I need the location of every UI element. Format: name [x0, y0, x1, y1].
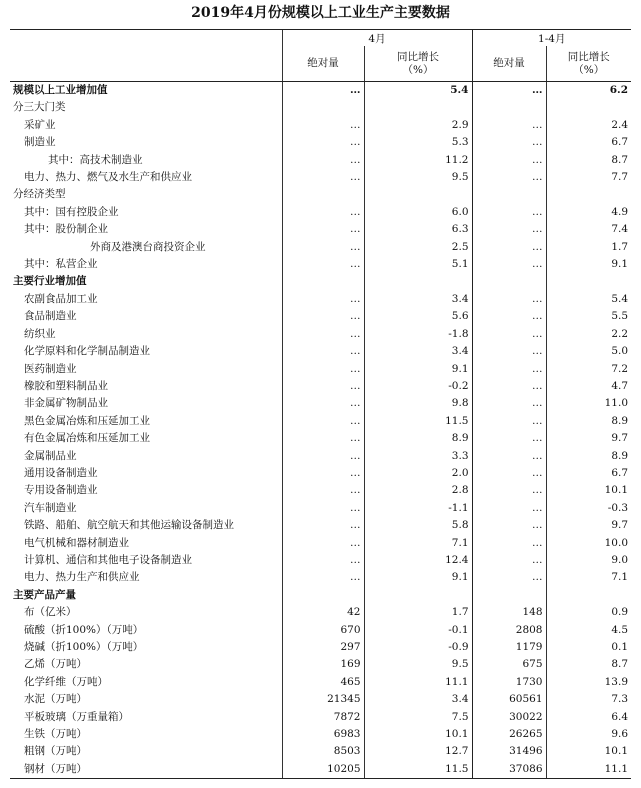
yoy-jan-apr: 7.1 — [546, 569, 631, 586]
yoy-jan-apr: 6.4 — [546, 709, 631, 726]
yoy-april: 5.4 — [364, 82, 472, 100]
yoy-april: 2.5 — [364, 239, 472, 256]
yoy-jan-apr: 9.7 — [546, 430, 631, 447]
table-row — [10, 99, 631, 116]
header-abs-1: 绝对量 — [282, 46, 364, 82]
yoy-jan-apr: 10.1 — [546, 743, 631, 760]
table-row — [10, 308, 631, 325]
abs-jan-apr: … — [472, 552, 546, 569]
yoy-jan-apr: 0.9 — [546, 604, 631, 621]
row-label: 生铁（万吨） — [24, 728, 87, 741]
abs-april: 465 — [282, 674, 364, 691]
yoy-jan-apr: 9.1 — [546, 256, 631, 273]
table-row — [10, 134, 631, 151]
yoy-april: 1.7 — [364, 604, 472, 621]
yoy-jan-apr: 1.7 — [546, 239, 631, 256]
abs-jan-apr: … — [472, 465, 546, 482]
abs-april: … — [282, 256, 364, 273]
abs-jan-apr: … — [472, 134, 546, 151]
abs-jan-apr: … — [472, 395, 546, 412]
abs-jan-apr: 148 — [472, 604, 546, 621]
yoy-jan-apr: 4.5 — [546, 622, 631, 639]
yoy-jan-apr: 7.7 — [546, 169, 631, 186]
row-label: 专用设备制造业 — [24, 484, 98, 497]
abs-jan-apr: … — [472, 500, 546, 517]
table-row — [10, 82, 631, 100]
table-row — [10, 343, 631, 360]
row-label: 纺织业 — [24, 327, 56, 340]
abs-jan-apr: … — [472, 482, 546, 499]
abs-jan-apr: … — [472, 326, 546, 343]
abs-april — [282, 587, 364, 604]
table-row — [10, 256, 631, 273]
yoy-april: 3.3 — [364, 448, 472, 465]
yoy-april: 3.4 — [364, 343, 472, 360]
yoy-jan-apr: 0.1 — [546, 639, 631, 656]
abs-april: 7872 — [282, 709, 364, 726]
abs-april: … — [282, 169, 364, 186]
yoy-april: -1.1 — [364, 500, 472, 517]
row-label: 烧碱（折100%）（万吨） — [24, 641, 144, 653]
row-label: 医药制造业 — [24, 362, 77, 375]
table-row — [10, 117, 631, 134]
abs-april: 169 — [282, 656, 364, 673]
abs-jan-apr: … — [472, 239, 546, 256]
yoy-jan-apr: 6.2 — [546, 82, 631, 100]
table-row — [10, 186, 631, 203]
abs-jan-apr — [472, 99, 546, 116]
abs-april: 21345 — [282, 691, 364, 708]
abs-jan-apr: 1730 — [472, 674, 546, 691]
table-row — [10, 674, 631, 691]
row-label: 农副食品加工业 — [24, 292, 98, 305]
table-row — [10, 361, 631, 378]
abs-jan-apr: … — [472, 413, 546, 430]
header-abs-2: 绝对量 — [472, 46, 546, 82]
abs-april: … — [282, 326, 364, 343]
yoy-jan-apr: 10.0 — [546, 535, 631, 552]
abs-april: … — [282, 343, 364, 360]
table-row — [10, 378, 631, 395]
yoy-april: 9.1 — [364, 569, 472, 586]
yoy-april: 5.6 — [364, 308, 472, 325]
yoy-jan-apr: 7.3 — [546, 691, 631, 708]
row-label: 金属制品业 — [24, 449, 77, 462]
abs-april: … — [282, 552, 364, 569]
table-row — [10, 587, 631, 604]
table-row — [10, 326, 631, 343]
row-label: 制造业 — [24, 136, 56, 149]
header-blank — [10, 30, 282, 47]
row-label: 平板玻璃（万重量箱） — [24, 710, 129, 723]
row-label: 其中：高技术制造业 — [48, 153, 143, 166]
abs-april: … — [282, 82, 364, 100]
row-label: 分三大门类 — [13, 101, 66, 114]
header-period-april: 4月 — [282, 30, 472, 47]
yoy-april: 7.1 — [364, 535, 472, 552]
abs-jan-apr: 675 — [472, 656, 546, 673]
data-table — [10, 29, 631, 779]
abs-april: … — [282, 448, 364, 465]
row-label: 电力、热力生产和供应业 — [24, 571, 140, 584]
header-yoy-1: 同比增长 （%） — [364, 46, 472, 82]
header-period-jan-apr: 1-4月 — [472, 30, 631, 47]
abs-april: … — [282, 378, 364, 395]
abs-jan-apr: … — [472, 204, 546, 221]
yoy-april: -1.8 — [364, 326, 472, 343]
abs-april: … — [282, 430, 364, 447]
row-label: 非金属矿物制品业 — [24, 397, 108, 410]
abs-jan-apr: 30022 — [472, 709, 546, 726]
abs-jan-apr: … — [472, 361, 546, 378]
abs-jan-apr: … — [472, 308, 546, 325]
yoy-april — [364, 587, 472, 604]
table-row — [10, 517, 631, 534]
yoy-april: 5.3 — [364, 134, 472, 151]
table-row — [10, 465, 631, 482]
yoy-april — [364, 186, 472, 203]
yoy-april: 8.9 — [364, 430, 472, 447]
table-row — [10, 743, 631, 760]
abs-jan-apr: … — [472, 430, 546, 447]
yoy-jan-apr: 2.4 — [546, 117, 631, 134]
abs-april: 10205 — [282, 761, 364, 779]
abs-april: … — [282, 204, 364, 221]
row-label: 铁路、船舶、航空航天和其他运输设备制造业 — [24, 519, 234, 532]
row-label: 钢材（万吨） — [10, 761, 282, 779]
yoy-jan-apr: 9.6 — [546, 726, 631, 743]
row-label: 乙烯（万吨） — [24, 658, 87, 671]
abs-april — [282, 186, 364, 203]
row-label: 有色金属冶炼和压延加工业 — [24, 432, 150, 445]
table-row — [10, 691, 631, 708]
yoy-april: 9.5 — [364, 169, 472, 186]
table-row — [10, 656, 631, 673]
table-row — [10, 639, 631, 656]
abs-jan-apr: … — [472, 169, 546, 186]
yoy-april: 2.8 — [364, 482, 472, 499]
header-blank-2 — [10, 46, 282, 82]
table-row — [10, 552, 631, 569]
abs-april: … — [282, 308, 364, 325]
abs-april: … — [282, 395, 364, 412]
abs-jan-apr: … — [472, 517, 546, 534]
yoy-jan-apr — [546, 186, 631, 203]
abs-april: … — [282, 291, 364, 308]
abs-april: … — [282, 361, 364, 378]
yoy-april: 11.5 — [364, 413, 472, 430]
abs-jan-apr: 60561 — [472, 691, 546, 708]
row-label: 粗钢（万吨） — [24, 745, 87, 758]
yoy-jan-apr: 10.1 — [546, 482, 631, 499]
table-row — [10, 413, 631, 430]
row-label: 计算机、通信和其他电子设备制造业 — [24, 553, 192, 566]
yoy-jan-apr: 5.4 — [546, 291, 631, 308]
yoy-april — [364, 99, 472, 116]
table-row — [10, 152, 631, 169]
yoy-jan-apr — [546, 587, 631, 604]
abs-april: … — [282, 569, 364, 586]
yoy-jan-apr: 7.4 — [546, 221, 631, 238]
row-label: 其中：国有控股企业 — [24, 205, 119, 218]
abs-april: 8503 — [282, 743, 364, 760]
yoy-jan-apr: 9.0 — [546, 552, 631, 569]
row-label: 外商及港澳台商投资企业 — [90, 240, 206, 253]
row-label: 黑色金属冶炼和压延加工业 — [24, 414, 150, 427]
table-row — [10, 291, 631, 308]
abs-april: … — [282, 134, 364, 151]
abs-jan-apr: 2808 — [472, 622, 546, 639]
abs-april: … — [282, 482, 364, 499]
yoy-jan-apr: 6.7 — [546, 134, 631, 151]
yoy-april: -0.1 — [364, 622, 472, 639]
yoy-jan-apr: 4.7 — [546, 378, 631, 395]
yoy-april: 3.4 — [364, 291, 472, 308]
yoy-jan-apr: 8.7 — [546, 656, 631, 673]
yoy-april: 11.1 — [364, 674, 472, 691]
yoy-april: 11.2 — [364, 152, 472, 169]
yoy-april: 9.1 — [364, 361, 472, 378]
yoy-jan-apr: 8.9 — [546, 413, 631, 430]
abs-jan-apr: 31496 — [472, 743, 546, 760]
row-label: 食品制造业 — [24, 310, 77, 323]
page-title: 2019年4月份规模以上工业生产主要数据 — [191, 5, 450, 21]
abs-jan-apr: … — [472, 535, 546, 552]
abs-jan-apr: … — [472, 343, 546, 360]
table-row — [10, 221, 631, 238]
yoy-april: -0.9 — [364, 639, 472, 656]
yoy-april: 9.8 — [364, 395, 472, 412]
yoy-april: 5.1 — [364, 256, 472, 273]
row-label: 分经济类型 — [13, 188, 66, 201]
abs-april — [282, 99, 364, 116]
abs-jan-apr: 26265 — [472, 726, 546, 743]
yoy-jan-apr: 9.7 — [546, 517, 631, 534]
row-label: 电力、热力、燃气及水生产和供应业 — [24, 171, 192, 184]
yoy-jan-apr: 4.9 — [546, 204, 631, 221]
table-row — [10, 204, 631, 221]
row-label: 其中：股份制企业 — [24, 223, 108, 236]
yoy-jan-apr — [546, 99, 631, 116]
table-row — [10, 395, 631, 412]
abs-april: 297 — [282, 639, 364, 656]
yoy-jan-apr: 11.0 — [546, 395, 631, 412]
yoy-jan-apr: 7.2 — [546, 361, 631, 378]
yoy-jan-apr: 8.9 — [546, 448, 631, 465]
row-label: 电气机械和器材制造业 — [24, 536, 129, 549]
abs-jan-apr: … — [472, 291, 546, 308]
header-yoy-2: 同比增长 （%） — [546, 46, 631, 82]
yoy-april: 7.5 — [364, 709, 472, 726]
row-label: 化学纤维（万吨） — [24, 675, 108, 688]
yoy-jan-apr: -0.3 — [546, 500, 631, 517]
yoy-jan-apr: 6.7 — [546, 465, 631, 482]
abs-april: … — [282, 221, 364, 238]
yoy-jan-apr: 2.2 — [546, 326, 631, 343]
yoy-april: 12.4 — [364, 552, 472, 569]
yoy-jan-apr: 5.0 — [546, 343, 631, 360]
abs-jan-apr: … — [472, 256, 546, 273]
table-row — [10, 726, 631, 743]
yoy-april: 12.7 — [364, 743, 472, 760]
table-row — [10, 169, 631, 186]
table-row — [10, 273, 631, 290]
abs-jan-apr: … — [472, 378, 546, 395]
table-row — [10, 500, 631, 517]
abs-april: … — [282, 152, 364, 169]
abs-april: 6983 — [282, 726, 364, 743]
row-label: 其中：私营企业 — [24, 258, 98, 271]
yoy-april: 10.1 — [364, 726, 472, 743]
yoy-april: -0.2 — [364, 378, 472, 395]
abs-april: 670 — [282, 622, 364, 639]
abs-april — [282, 273, 364, 290]
abs-jan-apr — [472, 273, 546, 290]
abs-jan-apr: 1179 — [472, 639, 546, 656]
table-row — [10, 535, 631, 552]
row-label: 水泥（万吨） — [24, 693, 87, 706]
table-row — [10, 448, 631, 465]
abs-april: … — [282, 465, 364, 482]
yoy-april: 3.4 — [364, 691, 472, 708]
yoy-april: 6.0 — [364, 204, 472, 221]
table-row — [10, 761, 631, 779]
row-label: 布（亿米） — [24, 606, 77, 619]
yoy-jan-apr: 5.5 — [546, 308, 631, 325]
yoy-april: 9.5 — [364, 656, 472, 673]
row-label: 硫酸（折100%）（万吨） — [24, 623, 144, 636]
abs-jan-apr: … — [472, 448, 546, 465]
row-label: 汽车制造业 — [24, 501, 77, 514]
abs-jan-apr — [472, 587, 546, 604]
abs-jan-apr — [472, 186, 546, 203]
yoy-april: 2.0 — [364, 465, 472, 482]
row-label: 化学原料和化学制品制造业 — [24, 345, 150, 358]
table-row — [10, 622, 631, 639]
abs-jan-apr: … — [472, 117, 546, 134]
row-label: 通用设备制造业 — [24, 466, 98, 479]
row-label: 采矿业 — [24, 118, 56, 131]
abs-april: … — [282, 500, 364, 517]
abs-jan-apr: … — [472, 569, 546, 586]
yoy-jan-apr: 13.9 — [546, 674, 631, 691]
abs-jan-apr: … — [472, 82, 546, 100]
table-row — [10, 569, 631, 586]
abs-april: … — [282, 535, 364, 552]
row-label: 规模以上工业增加值 — [13, 84, 108, 96]
abs-april: … — [282, 117, 364, 134]
abs-april: … — [282, 517, 364, 534]
yoy-jan-apr: 8.7 — [546, 152, 631, 169]
row-label: 主要行业增加值 — [13, 275, 87, 288]
table-row — [10, 604, 631, 621]
yoy-april: 2.9 — [364, 117, 472, 134]
abs-jan-apr: … — [472, 221, 546, 238]
table-row — [10, 482, 631, 499]
table-row — [10, 430, 631, 447]
yoy-april: 5.8 — [364, 517, 472, 534]
abs-april: … — [282, 413, 364, 430]
yoy-april: 6.3 — [364, 221, 472, 238]
yoy-jan-apr — [546, 273, 631, 290]
table-row — [10, 709, 631, 726]
row-label: 橡胶和塑料制品业 — [24, 379, 108, 392]
abs-april: 42 — [282, 604, 364, 621]
abs-april: … — [282, 239, 364, 256]
row-label: 主要产品产量 — [13, 588, 76, 601]
yoy-april — [364, 273, 472, 290]
abs-jan-apr: … — [472, 152, 546, 169]
table-row — [10, 239, 631, 256]
yoy-april: 11.5 — [364, 761, 472, 779]
yoy-jan-apr: 11.1 — [546, 761, 631, 779]
abs-jan-apr: 37086 — [472, 761, 546, 779]
